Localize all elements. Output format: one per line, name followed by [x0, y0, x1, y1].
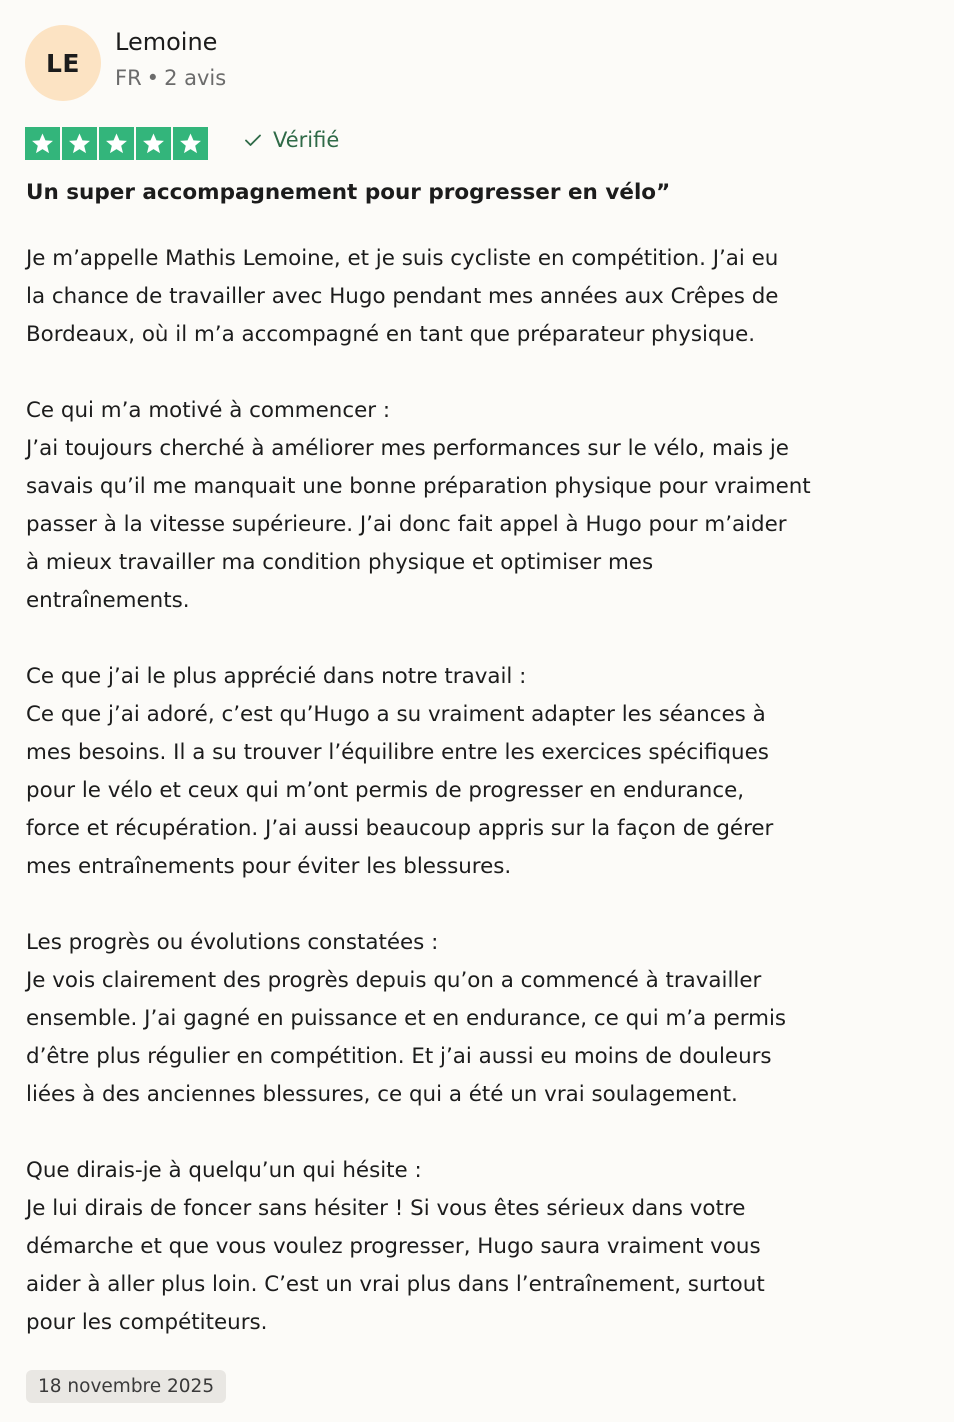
review-paragraph — [26, 658, 931, 886]
avatar-initials: LE — [45, 48, 80, 78]
review-paragraph — [26, 924, 931, 1114]
reviewer-country: FR — [115, 66, 142, 90]
review-line: Je m’appelle Mathis Lemoine, et je suis cycliste en compétition. J’ai eu — [26, 246, 779, 271]
review-line: J’ai toujours cherché à améliorer mes performances sur le vélo, mais je — [26, 436, 789, 461]
review-line: force et récupération. J’ai aussi beaucoup appris sur la façon de gérer — [26, 816, 774, 841]
review-line: liées à des anciennes blessures, ce qui a été un vrai soulagement. — [26, 1082, 738, 1107]
star-rating — [25, 127, 208, 160]
review-line: passer à la vitesse supérieure. J’ai donc fait appel à Hugo pour m’aider — [26, 512, 787, 537]
review-line: démarche et que vous voulez progresser, Hugo saura vraiment vous — [26, 1234, 761, 1259]
review-line: Bordeaux, où il m’a accompagné en tant que préparateur physique. — [26, 322, 756, 347]
review-line: Je vois clairement des progrès depuis qu’on a commencé à travailler — [26, 968, 762, 993]
review-line: aider à aller plus loin. C’est un vrai plus dans l’entraînement, surtout — [26, 1272, 765, 1297]
review-line: mes besoins. Il a su trouver l’équilibre entre les exercices spécifiques — [26, 740, 769, 765]
review-line: Je lui dirais de foncer sans hésiter ! Si vous êtes sérieux dans votre — [26, 1196, 746, 1221]
star-icon — [62, 127, 97, 160]
review-line: Ce que j’ai le plus apprécié dans notre travail : — [26, 664, 527, 689]
meta-separator: • — [146, 66, 160, 90]
review-line: d’être plus régulier en compétition. Et j’ai aussi eu moins de douleurs — [26, 1044, 772, 1069]
review-line: ensemble. J’ai gagné en puissance et en endurance, ce qui m’a permis — [26, 1006, 787, 1031]
review-line: la chance de travailler avec Hugo pendant mes années aux Crêpes de — [26, 284, 779, 309]
review-paragraph — [26, 240, 931, 354]
reviewer-name[interactable]: Lemoine — [115, 28, 218, 56]
review-body — [26, 240, 931, 1342]
review-date: 18 novembre 2025 — [26, 1370, 226, 1403]
star-icon — [136, 127, 171, 160]
verified-badge[interactable] — [243, 128, 339, 152]
review-line: Ce qui m’a motivé à commencer : — [26, 398, 391, 423]
check-icon — [243, 130, 263, 150]
star-icon — [173, 127, 208, 160]
avatar[interactable] — [25, 25, 101, 101]
review-line: Les progrès ou évolutions constatées : — [26, 930, 439, 955]
review-paragraph — [26, 392, 931, 620]
review-line: savais qu’il me manquait une bonne préparation physique pour vraiment — [26, 474, 811, 499]
review-line: pour les compétiteurs. — [26, 1310, 268, 1335]
review-title[interactable]: Un super accompagnement pour progresser en vélo” — [26, 180, 671, 205]
review-line: mes entraînements pour éviter les blessures. — [26, 854, 512, 879]
review-line: Que dirais-je à quelqu’un qui hésite : — [26, 1158, 422, 1183]
review-paragraph — [26, 1152, 931, 1342]
review-line: à mieux travailler ma condition physique et optimiser mes — [26, 550, 654, 575]
review-line: pour le vélo et ceux qui m’ont permis de progresser en endurance, — [26, 778, 745, 803]
verified-label: Vérifié — [273, 128, 340, 152]
star-icon — [25, 127, 60, 160]
review-line: Ce que j’ai adoré, c’est qu’Hugo a su vraiment adapter les séances à — [26, 702, 766, 727]
reviewer-meta — [115, 66, 226, 90]
star-icon — [99, 127, 134, 160]
reviewer-review-count: 2 avis — [164, 66, 227, 90]
review-line: entraînements. — [26, 588, 190, 613]
